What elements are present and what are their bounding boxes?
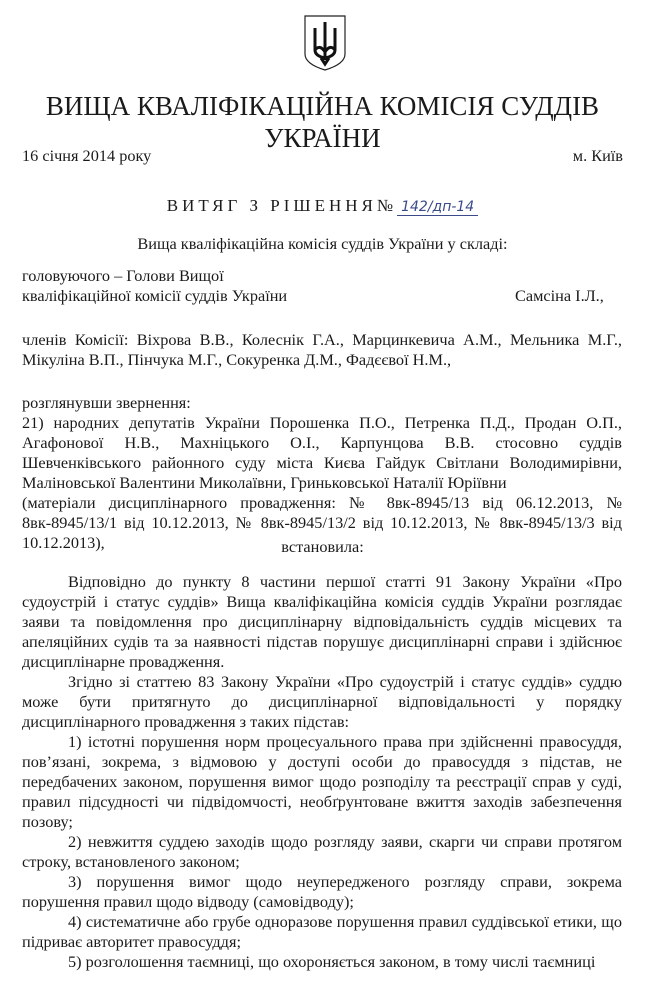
body-paragraph: 4) систематичне або грубе одноразове порушення правил суддівської етики, що підриває авторитет правосуддя; [22, 912, 622, 951]
body-paragraph: 2) невжиття суддею заходів щодо розгляду заяви, скарги чи справи протягом строку, встановленого законом; [22, 832, 622, 871]
decision-body [22, 572, 622, 972]
body-paragraph: 3) порушення вимог щодо неупередженого розгляду справи, зокрема порушення правил щодо відводу (самовідводу); [22, 872, 622, 911]
extract-heading [0, 196, 645, 217]
chair-line-2: кваліфікаційної комісії суддів України [22, 286, 288, 305]
document-city: м. Київ [572, 146, 623, 165]
members-list: членів Комісії: Віхрова В.В., Колеснік Г.А., Марцинкевича А.М., Мельника М.Г., Мікуліна В.П., Пінчука М.Г., Сокуренка Д.М., Фадєєвої Н.М., [22, 330, 622, 369]
body-paragraph: Згідно зі статтею 83 Закону України «Про судоустрій і статус суддів» суддю може бути притягнуто до дисциплінарної відповідальності у порядку дисциплінарного провадження з таких підстав: [22, 672, 622, 731]
chair-line-1: головуючого – Голови Вищої [22, 266, 224, 285]
appeal-item: 21) народних депутатів України Порошенка П.О., Петренка П.Д., Продан О.П., Агафонової Н.В., Махніцького О.І., Карпунцова В.В. стосовно суддів Шевченківського районного суду міста Києва Гайдук Світлани Володимирівни, Маліновської Валентини Миколаївни, Гриньковської Наталії Юріївни [22, 413, 622, 492]
document-date: 16 січня 2014 року [22, 146, 152, 165]
extract-label: ВИТЯГ З РІШЕННЯ№ [166, 196, 398, 215]
organization-title: ВИЩА КВАЛІФІКАЦІЙНА КОМІСІЯ СУДДІВ УКРАЇНИ [45, 91, 600, 153]
chair-name: Самсіна І.Л., [515, 286, 604, 305]
body-paragraph: Відповідно до пункту 8 частини першої статті 91 Закону України «Про судоустрій і статус суддів» Вища кваліфікаційна комісія суддів України розглядає заяви та повідомлення про дисциплінарну відповідальність суддів місцевих та апеляційних судів та за наявності підстав порушує дисциплінарні справи і здійснює дисциплінарне провадження. [22, 572, 622, 671]
body-paragraph: 5) розголошення таємниці, що охороняється законом, в тому числі таємниці [68, 952, 596, 971]
decision-number: 142/дп-14 [397, 199, 478, 216]
body-paragraph: 1) істотні порушення норм процесуального права при здійсненні правосуддя, пов’язані, зокрема, з відмовою у доступі особи до правосуддя з підстав, не передбачених законом, порушення вимог щодо розподілу та реєстрації справ у суді, правил підсудності чи підвідомчості, необґрунтоване вжиття заходів забезпечення позову; [22, 732, 622, 831]
composition-intro: Вища кваліфікаційна комісія суддів України у складі: [137, 234, 508, 253]
established-heading: встановила: [281, 537, 364, 556]
materials-reference: (матеріали дисциплінарного провадження: № 8вк-8945/13 від 06.12.2013, № 8вк-8945/13/1 від 10.12.2013, № 8вк-8945/13/2 від 10.12.2013, № 8вк-8945/13/3 від 10.12.2013), [22, 493, 622, 552]
coat-of-arms-icon [303, 14, 347, 72]
considered-label: розглянувши звернення: [22, 393, 191, 412]
